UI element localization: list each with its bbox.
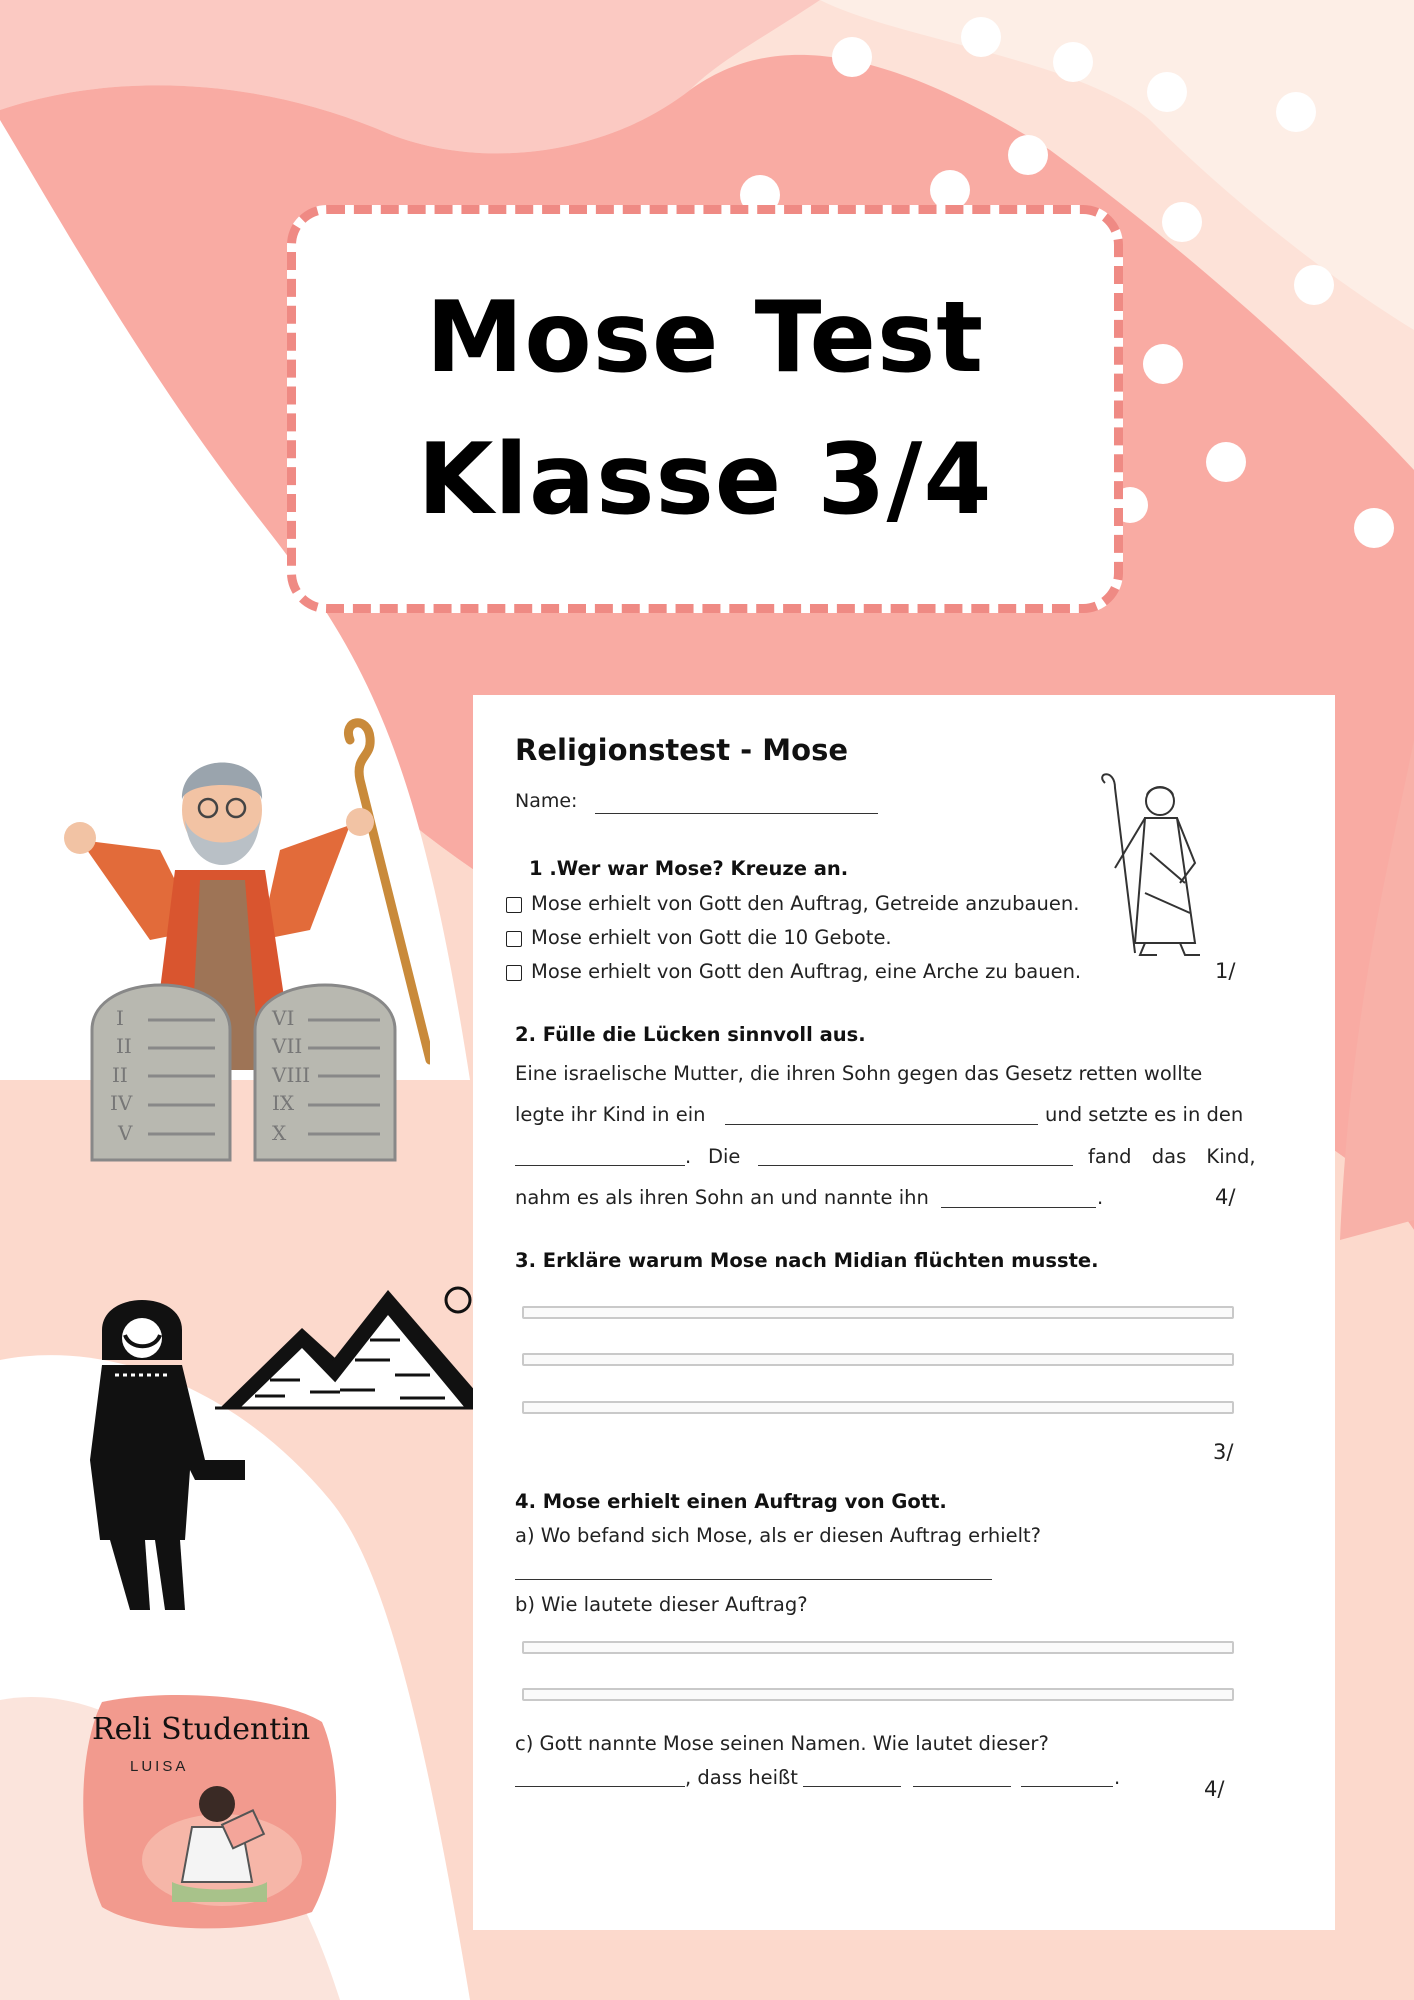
q1-title: 1 .Wer war Mose? Kreuze an. bbox=[529, 857, 849, 880]
q2-title: 2. Fülle die Lücken sinnvoll aus. bbox=[515, 1023, 866, 1046]
svg-text:I: I bbox=[116, 1006, 124, 1030]
svg-text:II: II bbox=[112, 1063, 128, 1087]
svg-text:X: X bbox=[272, 1121, 287, 1145]
q2-line-3-end: fand das Kind, bbox=[1088, 1145, 1256, 1168]
svg-text:IX: IX bbox=[272, 1091, 295, 1115]
q1-option-1-checkbox[interactable] bbox=[506, 897, 522, 913]
q2-blank-1[interactable] bbox=[725, 1124, 1038, 1125]
q2-line-1: Eine israelische Mutter, die ihren Sohn gegen das Gesetz retten wollte bbox=[515, 1062, 1203, 1085]
q4-c-mid: , dass heißt bbox=[685, 1766, 798, 1789]
q2-line-2-end: und setzte es in den bbox=[1045, 1103, 1244, 1126]
q4-c-blank-4[interactable] bbox=[1021, 1786, 1113, 1787]
q4-b-answer-line-1[interactable] bbox=[522, 1641, 1234, 1654]
title-line-1: Mose Test bbox=[425, 281, 985, 395]
egypt-illustration bbox=[70, 1280, 510, 1620]
moses-sketch bbox=[1085, 773, 1215, 963]
q4-a-question: a) Wo befand sich Mose, als er diesen Auftrag erhielt? bbox=[515, 1524, 1042, 1547]
q1-option-1-label: Mose erhielt von Gott den Auftrag, Getreide anzubauen. bbox=[531, 892, 1080, 915]
q4-c-question: c) Gott nannte Mose seinen Namen. Wie lautet dieser? bbox=[515, 1732, 1049, 1755]
q4-a-answer[interactable] bbox=[515, 1579, 992, 1580]
q3-points: 3/ bbox=[1213, 1440, 1234, 1464]
test-sheet bbox=[473, 695, 1335, 1930]
q2-line-4: nahm es als ihren Sohn an und nannte ihn bbox=[515, 1186, 929, 1209]
name-label: Name: bbox=[515, 790, 578, 812]
name-field[interactable] bbox=[595, 813, 878, 814]
q1-option-3-label: Mose erhielt von Gott den Auftrag, eine Arche zu bauen. bbox=[531, 960, 1082, 983]
brand-name: Reli Studentin bbox=[92, 1712, 311, 1747]
q1-option-3-checkbox[interactable] bbox=[506, 965, 522, 981]
q2-points: 4/ bbox=[1215, 1185, 1236, 1209]
q2-line-2-start: legte ihr Kind in ein bbox=[515, 1103, 706, 1126]
q4-b-answer-line-2[interactable] bbox=[522, 1688, 1234, 1701]
q4-b-question: b) Wie lautete dieser Auftrag? bbox=[515, 1593, 808, 1616]
svg-text:II: II bbox=[116, 1034, 132, 1058]
svg-text:VII: VII bbox=[272, 1034, 303, 1058]
q2-line-3-die: Die bbox=[708, 1145, 741, 1168]
q1-option-2-label: Mose erhielt von Gott die 10 Gebote. bbox=[531, 926, 892, 949]
q4-c-blank-2[interactable] bbox=[803, 1786, 901, 1787]
q4-c-blank-1[interactable] bbox=[515, 1786, 685, 1787]
q4-title: 4. Mose erhielt einen Auftrag von Gott. bbox=[515, 1490, 947, 1513]
sheet-heading: Religionstest - Mose bbox=[515, 733, 849, 767]
q2-blank-4[interactable] bbox=[941, 1207, 1096, 1208]
title-line-2: Klasse 3/4 bbox=[417, 423, 993, 537]
q2-blank-2[interactable] bbox=[515, 1165, 685, 1166]
svg-text:V: V bbox=[118, 1121, 133, 1145]
q3-title: 3. Erkläre warum Mose nach Midian flüchten musste. bbox=[515, 1249, 1099, 1272]
brand-subtitle: LUISA bbox=[130, 1758, 189, 1775]
q2-line-3-dot: . bbox=[685, 1145, 692, 1168]
svg-text:IV: IV bbox=[110, 1091, 133, 1115]
q1-points: 1/ bbox=[1215, 959, 1236, 983]
q4-c-blank-3[interactable] bbox=[913, 1786, 1011, 1787]
q3-answer-line-3[interactable] bbox=[522, 1401, 1234, 1414]
q4-c-end: . bbox=[1114, 1766, 1121, 1789]
q3-answer-line-2[interactable] bbox=[522, 1353, 1234, 1366]
q4-points: 4/ bbox=[1204, 1777, 1225, 1801]
svg-text:VI: VI bbox=[272, 1006, 295, 1030]
moses-illustration bbox=[50, 710, 430, 1170]
title-card bbox=[287, 205, 1123, 613]
svg-text:VIII: VIII bbox=[272, 1063, 311, 1087]
q3-answer-line-1[interactable] bbox=[522, 1306, 1234, 1319]
q2-blank-3[interactable] bbox=[758, 1165, 1073, 1166]
q2-line-4-dot: . bbox=[1097, 1186, 1104, 1209]
q1-option-2-checkbox[interactable] bbox=[506, 931, 522, 947]
